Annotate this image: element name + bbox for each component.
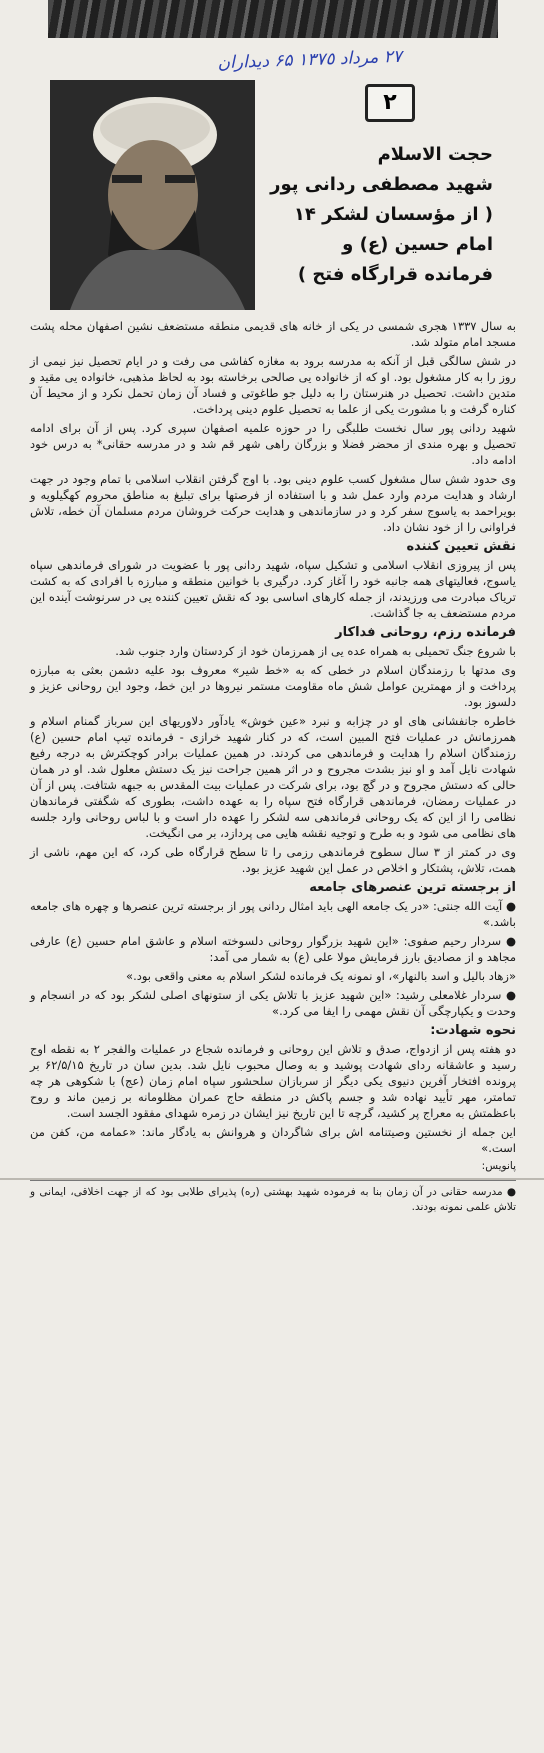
article-title [268,140,493,290]
portrait-illustration [50,80,255,310]
footnote-label: پانویس: [481,1160,516,1172]
handwritten-date: ٢٧ مرداد ١٣٧٥ ۶۵ دیداران [217,46,403,74]
article-body [30,318,516,1738]
issue-number-badge: ٢ [365,84,415,122]
title-line: حجت الاسلام [377,144,493,165]
title-line: ( از مؤسسان لشکر ۱۴ [293,204,493,225]
paragraph: وی حدود شش سال مشغول کسب علوم دینی بود. با اوج گرفتن انقلاب اسلامی با تمام وجود در جهت ارشاد و هدایت مردم وارد عمل شد و با استفاده از فرصتها برای تبلیغ به مناطق محروم کهگیلویه و بویراحمد به یاسوج سفر کرد و در سازماندهی و هدایت حرکت خروشان مردم مسلمان آن خطه، تلاش فراوانی را از خود نشان داد. [30,472,516,534]
footnote: ● مدرسه حقانی در آن زمان بنا به فرموده شهید بهشتی (ره) پذیرای طلابی بود که از جهت اخلاقی، ایمانی و تلاش علمی نمونه بودند. [30,1186,516,1213]
title-line: امام حسین (ع) و [342,234,493,255]
paragraph: دو هفته پس از ازدواج، صدق و تلاش این روحانی و فرمانده شجاع در عملیات والفجر ۲ به نقطه اوج رسید و عاشقانه ردای شهادت پوشید و به وصال محبوب نایل شد. بدین سان در تاریخ ۶۲/۵/۱۵ بر پرونده افتخار آفرین دنیوی یکی دیگر از سربازان سلحشور سپاه امام زمان (عج) با شکوهی هر چه تمامتر، مهر تأیید نهاده شد و جسم پاکش در منطقه حاج عمران مظلومانه بر زمین ماند و روح باعظمتش به معراج پر کشید، گرچه تا این تاریخ نیز ایشان در زمره شهدای مفقود الجسد است. [30,1042,516,1120]
quote-paragraph: ● آیت الله جنتی: «در یک جامعه الهی باید امثال ردانی پور از برجسته ترین عنصرها و چهره های جامعه باشد.» [30,899,516,929]
paragraph: این جمله از نخستین وصیتنامه اش برای شاگردان و هروانش به یادگار ماند: «عمامه من، کفن من است.» [30,1125,516,1155]
quote-paragraph: «زهاد بالیل و اسد بالنهار»، او نمونه یک فرمانده لشکر اسلام به معنی واقعی بود.» [126,969,516,983]
paragraph: شهید ردانی پور سال نخست طلبگی را در حوزه علمیه اصفهان سپری کرد. پس از آن برای ادامه تحصیل و بهره مندی از محضر فضلا و بزرگان راهی شهر قم شد و در مدرسه حقانی* به درس خود ادامه داد. [30,421,516,467]
paragraph: با شروع جنگ تحمیلی به همراه عده یی از همرزمان خود از کردستان وارد جنوب شد. [115,644,516,658]
paragraph: پس از پیروزی انقلاب اسلامی و تشکیل سپاه، شهید ردانی پور با عضویت در شورای فرماندهی سپاه یاسوج، فعالیتهای همه جانبه خود را آغاز کرد. درگیری با خوانین منطقه و مبارزه با افرادی که به کشت تریاک مبادرت می ورزیدند، از جمله کارهای اساسی بود که نقش تعیین کننده یی در سرنوشت آینده این مردم مستضعف به جا گذاشت. [30,558,516,620]
paragraph: وی مدتها با رزمندگان اسلام در خطی که به «خط شیر» معروف بود علیه دشمن بعثی به مبارزه پرداخت و از مهمترین عوامل شش ماه مقاومت مستمر نیروها در این خط، وجود این روحانی عزیز و دلسوز بود. [30,663,516,709]
paragraph: وی در کمتر از ۳ سال سطوح فرماندهی رزمی را تا سطح قرارگاه طی کرد، که این مهم، ناشی از همت، تلاش، پشتکار و اخلاص در عمل این شهید عزیز بود. [30,845,516,875]
quote-paragraph: ● سردار رحیم صفوی: «این شهید بزرگوار روحانی دلسوخته اسلام و عاشق امام حسین (ع) عارفی مجاهد و از مصادیق بارز فرمایش مولا علی (ع) به شمار می آمد: [30,934,516,964]
title-line: شهید مصطفی ردانی پور [270,174,493,195]
title-line: فرمانده قرارگاه فتح ) [297,264,493,285]
paragraph: خاطره جانفشانی های او در چزابه و نبرد «عین خوش» یادآور دلاوریهای این سرباز گمنام اسلام و همرزمانش در عملیات فتح المبین است، که در کنار شهید خرازی - فرمانده تیپ امام حسین (ع) رزمندگان اسلام را هدایت و فرماندهی می کردند. در همین عملیات برادر کوچکترش به درجه رفیع شهادت نایل آمد و او نیز بشدت مجروح و در اثر همین جراحت نیز یک دستش معلول شد. او در همان حالی که دستش مجروح و در گچ بود، برای شرکت در عملیات بیت المقدس به جبهه شتافت. پس از آن در عملیات رمضان، فرماندهی قرارگاه فتح سپاه را به عهده داشت، بطوری که شگفتی فرماندهان نظامی را از این که یک روحانی فرماندهی سه لشکر را عهده دار است و با لباس روحانی وارد جلسه های نظامی می شود و به طرح و توجیه نقشه هایی می پردازد، بر می انگیخت. [30,714,516,840]
quote-paragraph: ● سردار غلامعلی رشید: «این شهید عزیز با تلاش یکی از ستونهای اصلی لشکر بود که در انسجام و وحدت و یکپارچگی آن نقش مهمی را ایفا می کرد.» [30,988,516,1018]
paragraph: در شش سالگی قبل از آنکه به مدرسه برود به مغازه کفاشی می رفت و در ایام تحصیل نیز نیمی از روز را به کار مشغول بود. او که از خانواده یی صالحی برخاسته بود به لحاظ مذهبی، خانواده یی مقید و متدین داشت. تحصیل در هنرستان را به دلیل جو طاغوتی و فساد آن زمان تحمل نکرد و از محیط آن کناره گرفت و با مشورت یکی از علما به تحصیل علوم دینی پرداخت. [30,354,516,416]
section-heading: نحوه شهادت: [430,1023,516,1038]
section-heading: از برجسته ترین عنصرهای جامعه [309,880,516,895]
paragraph: به سال ۱۳۳۷ هجری شمسی در یکی از خانه های قدیمی منطقه مستضعف نشین اصفهان محله پشت مسجد امام متولد شد. [30,319,516,349]
header-image-strip [48,0,498,38]
portrait-photo [50,80,255,310]
section-heading: نقش تعیین کننده [406,539,516,554]
footnote-divider [30,1180,516,1181]
section-heading: فرمانده رزم، روحانی فداکار [335,625,516,640]
